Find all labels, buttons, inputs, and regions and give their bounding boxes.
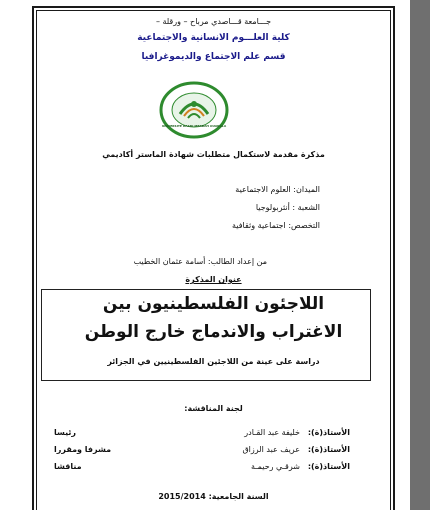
committee-role: رئيسا [54,428,77,437]
department-name: قسم علم الاجتماع والديموغرافيا [141,52,286,62]
committee-title: الأستاذ(ة): [307,462,350,471]
committee-row [0,445,410,457]
committee-title: الأستاذ(ة): [307,445,350,454]
committee-name: خليفة عبد القـادر [244,428,300,437]
committee-row [0,428,410,440]
memo-title-label: عنوان المذكرة [185,275,242,284]
title-line-2: الاغتراب والاندماج خارج الوطن [84,322,343,342]
university-name: جـــامعة قـــاصدي مرباح – ورقلة – [155,17,272,26]
field-branch: الشعبة : أنثربولوجيا [255,203,320,212]
field-specialty: التخصص: اجتماعية وثقافية [232,221,320,230]
field-domain: الميدان: العلوم الاجتماعية [235,185,320,194]
committee-row [0,462,410,474]
university-seal-icon [158,80,230,140]
committee-role: مشرفا ومقررا [54,445,112,454]
title-line-1: اللاجئون الفلسطينيون بين [102,294,325,314]
viewer-edge [410,0,430,510]
memo-type: مذكرة مقدمة لاستكمال متطلبات شهادة الماستر أكاديمي [102,150,325,159]
committee-label: لجنة المناقشة: [184,404,243,413]
student-name: من إعداد الطالب: أسامة عثمان الخطيب [133,257,267,266]
committee-name: شرقـي رحيمـة [251,462,300,471]
committee-title: الأستاذ(ة): [307,428,350,437]
subtitle: دراسة على عينة من اللاجئين الفلسطينيين في الجزائر [107,357,320,366]
faculty-name: كلية العلـــوم الانسانية والاجتماعية [137,33,290,43]
academic-year: السنة الجامعية: 2015/2014 [158,492,269,501]
logo-caption: UNIVERSITE KASDI MERBAH OUARGLA [161,124,227,128]
committee-role: مناقشا [54,462,82,471]
committee-name: عريف عبد الرزاق [242,445,300,454]
